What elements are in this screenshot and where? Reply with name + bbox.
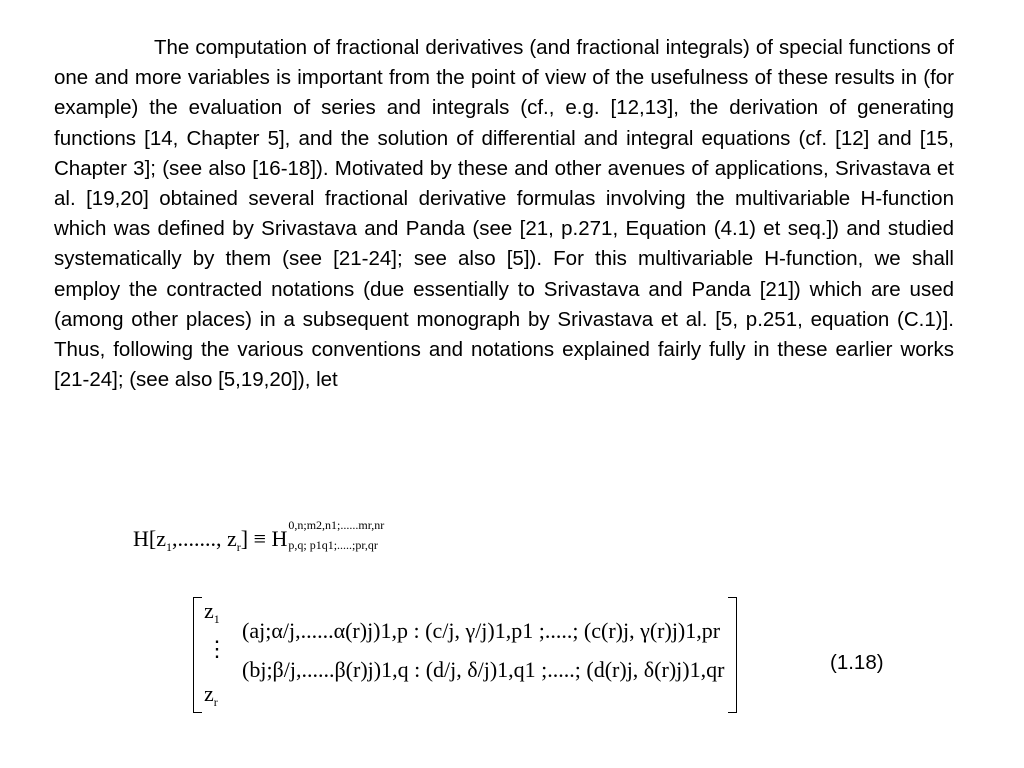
z-top <box>204 598 220 627</box>
h-subscript: p,q; p1q1;.....;pr,qr <box>288 538 378 552</box>
parameter-row-1: (aj;α/j,......α(r)j)1,p : (c/j, γ/j)1,p1 ;.....; (c(r)j, γ(r)j)1,pr <box>242 618 721 643</box>
lhs-dots: ,......., z <box>171 526 237 551</box>
z-top-sub: 1 <box>213 612 220 626</box>
h-superscript: 0,n;m2,n1;......mr,nr <box>288 518 385 532</box>
z-bottom <box>204 681 218 710</box>
z-bottom-sub: r <box>213 695 218 709</box>
parameter-row-2: (bj;β/j,......β(r)j)1,q : (d/j, δ/j)1,q1 ;.....; (d(r)j, δ(r)j)1,qr <box>242 657 725 682</box>
z-top-letter: z <box>204 598 214 623</box>
equation-lhs <box>133 518 385 555</box>
lhs-sub-r: r <box>236 540 241 554</box>
equation-number: (1.18) <box>830 651 884 674</box>
lhs-sub-1: 1 <box>165 540 172 554</box>
lhs-open: H[z <box>133 526 166 551</box>
z-bottom-letter: z <box>204 681 214 706</box>
z-vdots: ⋮ <box>206 636 228 661</box>
right-bracket <box>728 597 737 713</box>
h-symbol <box>240 518 385 552</box>
body-paragraph: The computation of fractional derivatives (and fractional integrals) of special functions of one and more variables is important from the point of view of the usefulness of these results in (for example) the evaluation of series and integrals (cf., e.g. [12,13], the derivation of generating functions [14, Chapter 5], and the solution of differential and integral equations (cf. [12] and [15, Chapter 3]; (see also [16-18]). Motivated by these and other avenues of applications, Srivastava et al. [19,20] obtained several fractional derivative formulas involving the multivariable H-function which was defined by Srivastava and Panda (see [21, p.271, Equation (4.1) et seq.]) and studied systematically by them (see [21-24]; see also [5]). For this multivariable H-function, we shall employ the contracted notations (due essentially to Srivastava and Panda [21]) which are used (among other places) in a subsequent monograph by Srivastava et al. [5, p.251, equation (C.1)]. Thus, following the various conventions and notations explained fairly fully in these earlier works [21-24]; (see also [5,19,20]), let <box>54 36 954 392</box>
left-bracket <box>193 597 202 713</box>
lhs-close: ] ≡ H <box>240 526 288 551</box>
